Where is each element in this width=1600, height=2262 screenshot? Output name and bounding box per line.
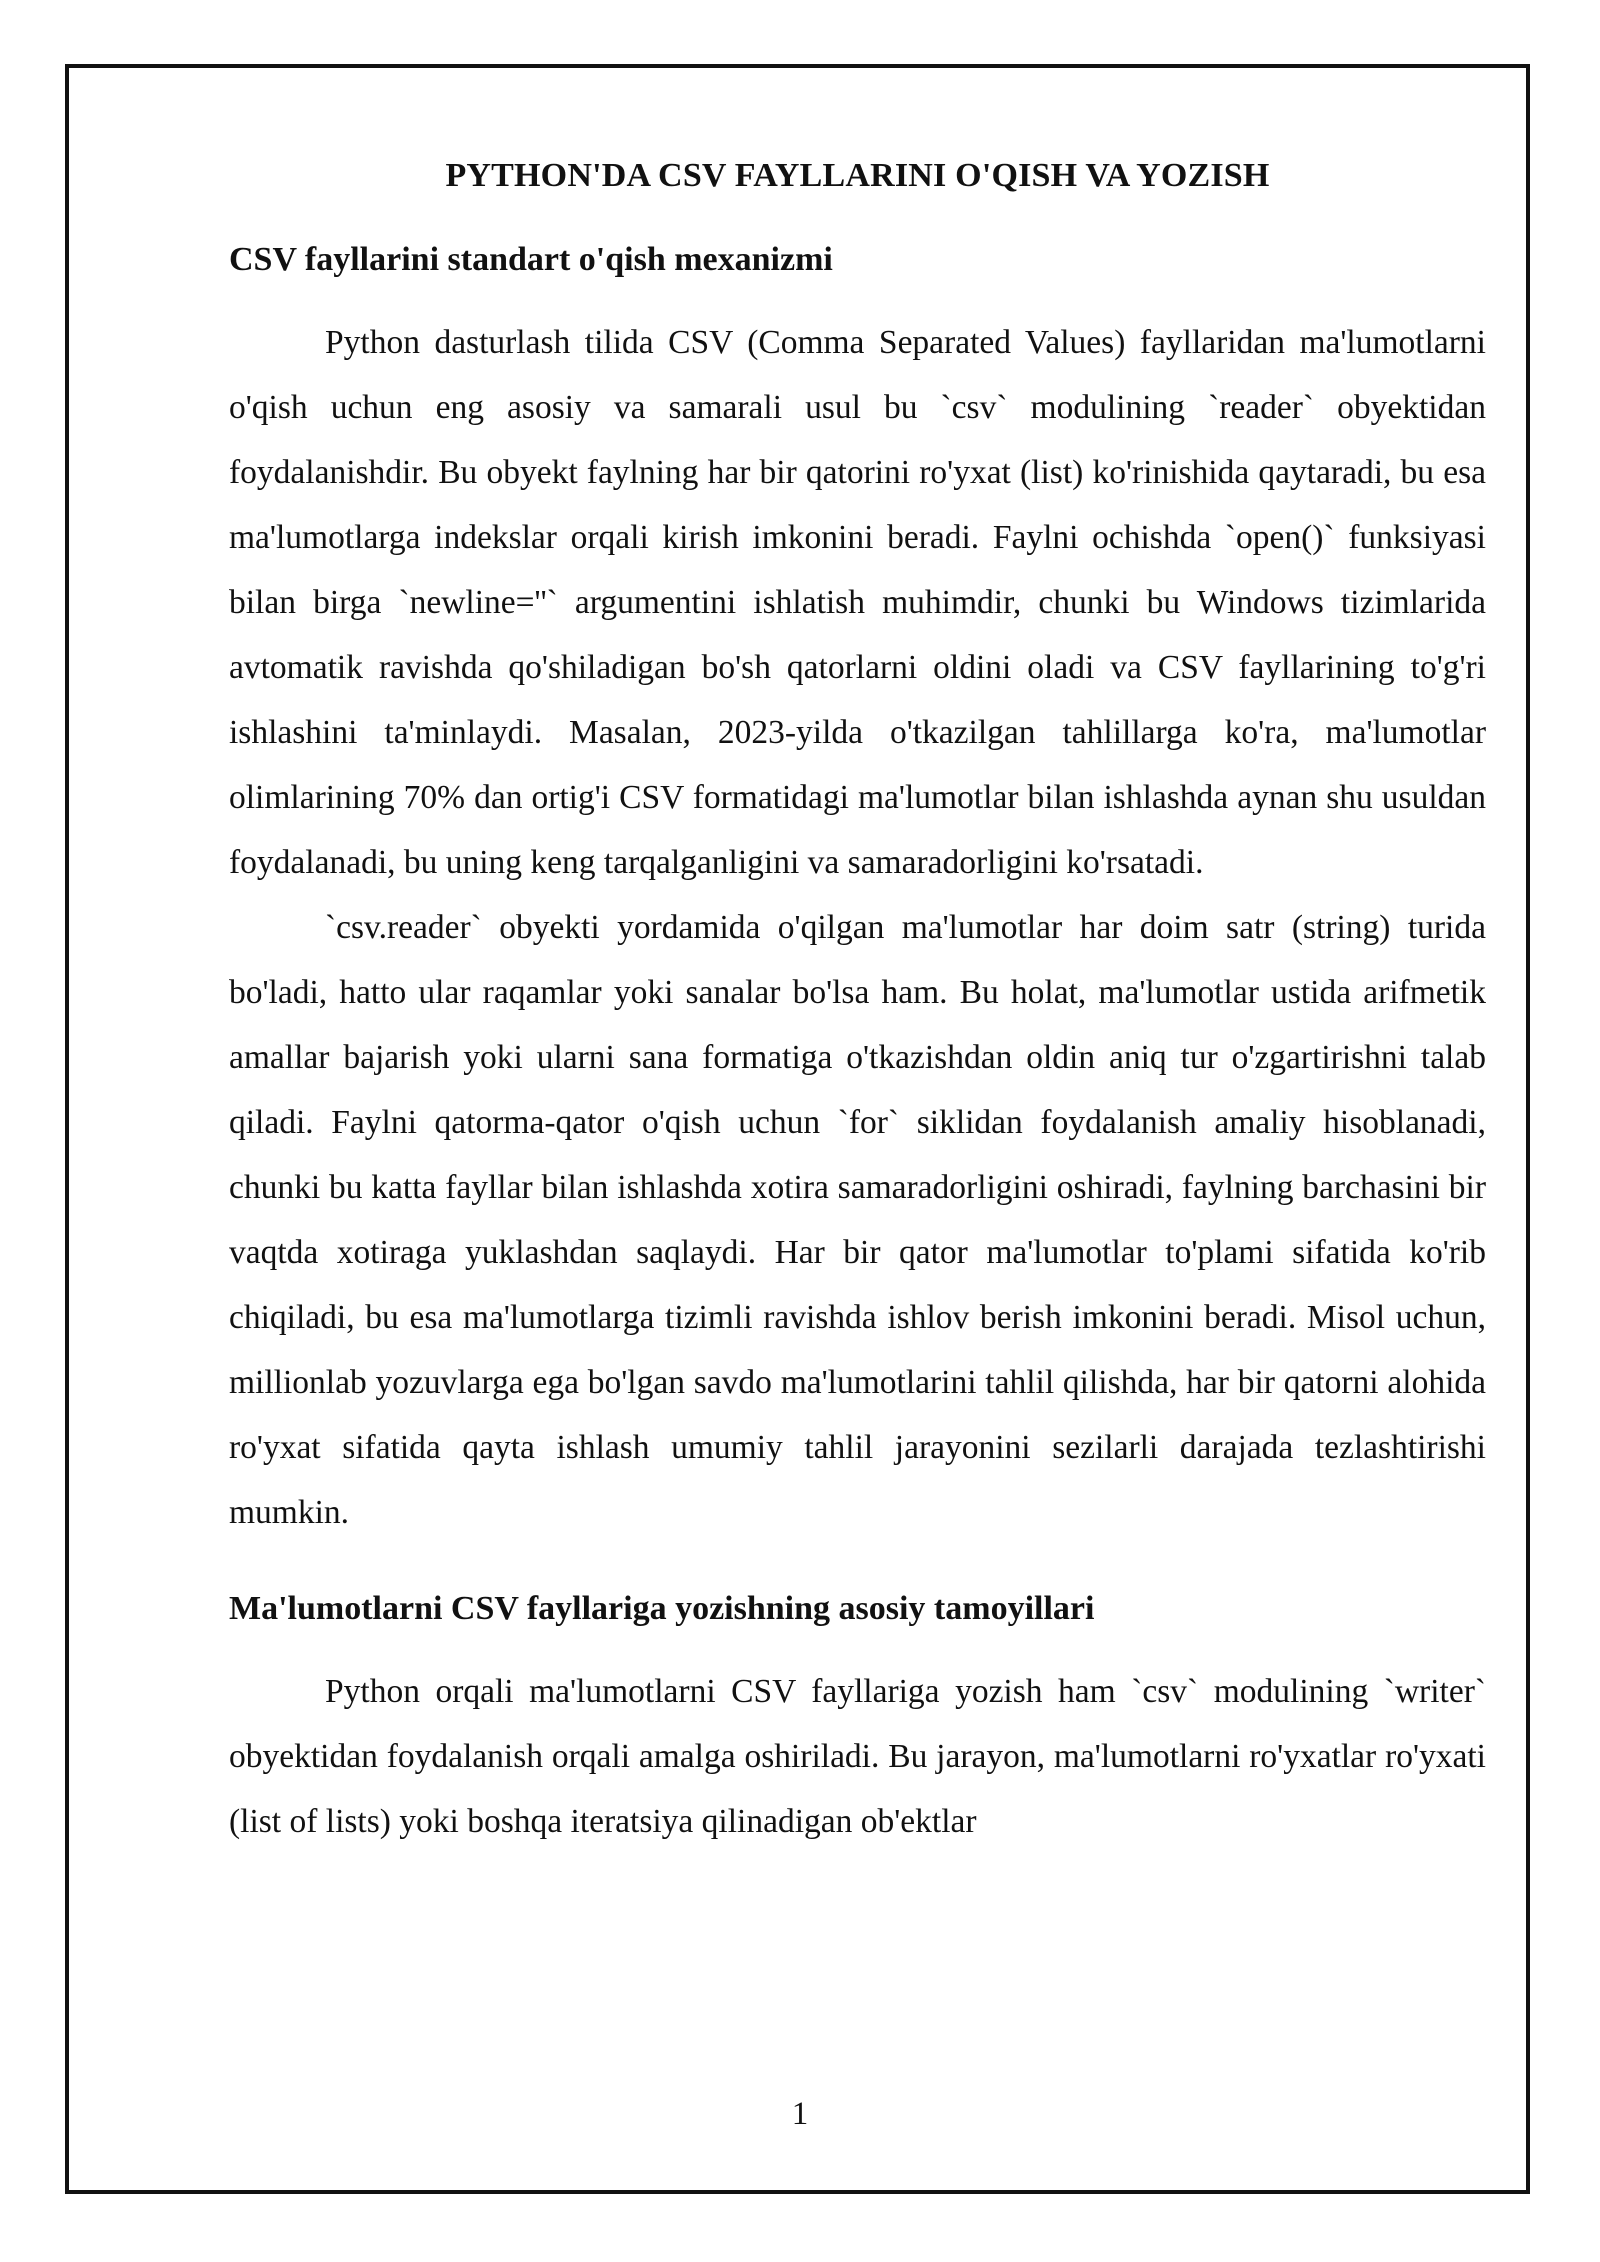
page-number: 1 xyxy=(791,2096,809,2132)
document-title: PYTHON'DA CSV FAYLLARINI O'QISH VA YOZISH xyxy=(445,157,1270,194)
section-heading-reading: CSV fayllarini standart o'qish mexanizmi xyxy=(229,241,833,278)
paragraph-writing-1: Python orqali ma'lumotlarni CSV fayllariga yozish ham `csv` modulining `writer` obyektidan foydalanish orqali amalga oshiriladi. Bu jarayon, ma'lumotlarni ro'yxatlar ro'yxati (list of lists) yoki boshqa iteratsiya qilinadigan ob'ektlar xyxy=(229,1673,1486,1840)
paragraph-reading-2: `csv.reader` obyekti yordamida o'qilgan ma'lumotlar har doim satr (string) turida bo'ladi, hatto ular raqamlar yoki sanalar bo'lsa ham. Bu holat, ma'lumotlar ustida arifmetik amallar bajarish yoki ularni sana formatiga o'tkazishdan oldin aniq tur o'zgartirishni talab qiladi. Faylni qatorma-qator o'qish uchun `for` siklidan foydalanish amaliy hisoblanadi, chunki bu katta fayllar bilan ishlashda xotira samaradorligini oshiradi, faylning barchasini bir vaqtda xotiraga yuklashdan saqlaydi. Har bir qator ma'lumotlar to'plami sifatida ko'rib chiqiladi, bu esa ma'lumotlarga tizimli ravishda ishlov berish imkonini beradi. Misol uchun, millionlab yozuvlarga ega bo'lgan savdo ma'lumotlarini tahlil qilishda, har bir qatorni alohida ro'yxat sifatida qayta ishlash umumiy tahlil jarayonini sezilarli darajada tezlashtirishi mumkin. xyxy=(229,909,1486,1531)
document-body xyxy=(229,148,1486,1854)
section-heading-writing: Ma'lumotlarni CSV fayllariga yozishning asosiy tamoyillari xyxy=(229,1590,1095,1627)
paragraph-reading-1: Python dasturlash tilida CSV (Comma Separated Values) fayllaridan ma'lumotlarni o'qish uchun eng asosiy va samarali usul bu `csv` modulining `reader` obyektidan foydalanishdir. Bu obyekt faylning har bir qatorini ro'yxat (list) ko'rinishida qaytaradi, bu esa ma'lumotlarga indekslar orqali kirish imkonini beradi. Faylni ochishda `open()` funksiyasi bilan birga `newline=''` argumentini ishlatish muhimdir, chunki bu Windows tizimlarida avtomatik ravishda qo'shiladigan bo'sh qatorlarni oldini oladi va CSV fayllarining to'g'ri ishlashini ta'minlaydi. Masalan, 2023-yilda o'tkazilgan tahlillarga ko'ra, ma'lumotlar olimlarining 70% dan ortig'i CSV formatidagi ma'lumotlar bilan ishlashda aynan shu usuldan foydalanadi, bu uning keng tarqalganligini va samaradorligini ko'rsatadi. xyxy=(229,324,1486,881)
